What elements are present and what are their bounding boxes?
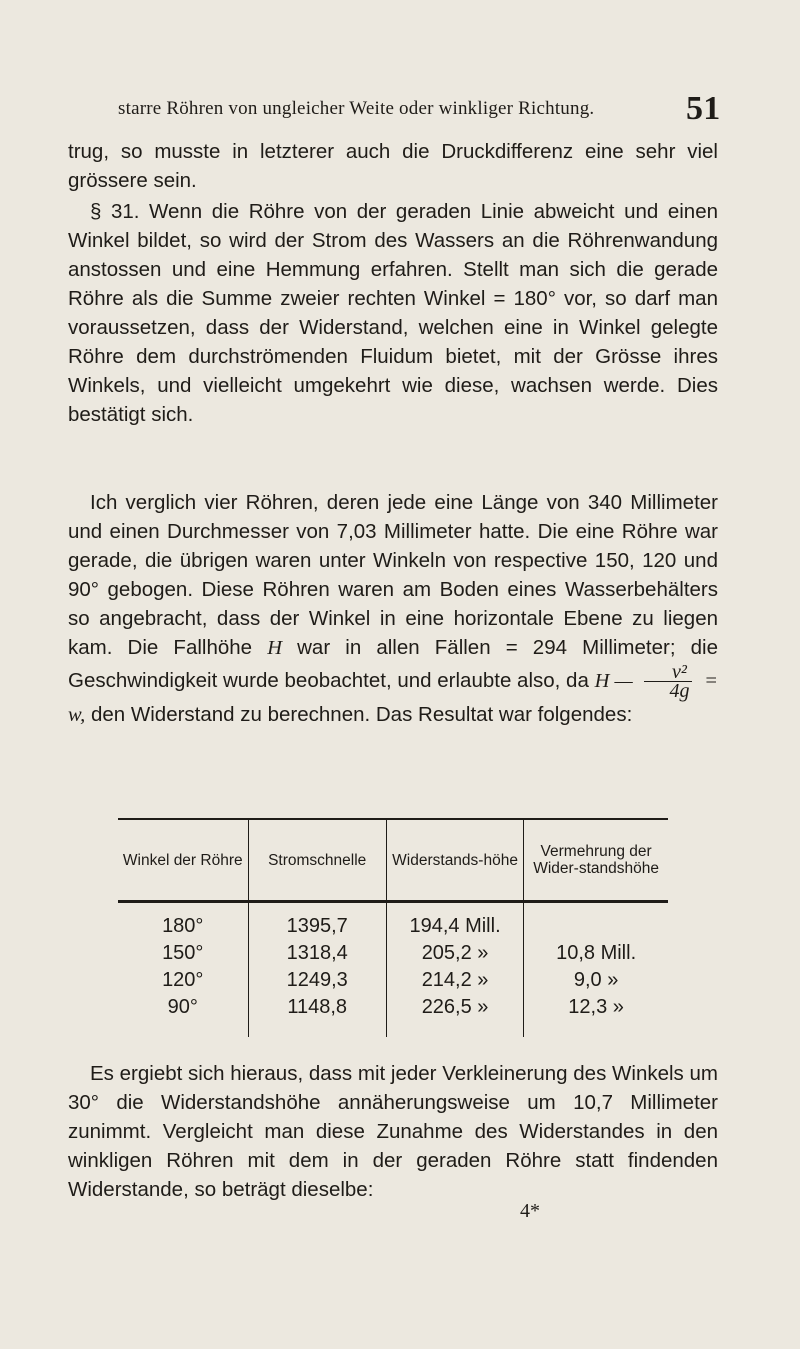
cell-velocity: 1395,7 [248,902,386,941]
col-header-velocity: Stromschnelle [248,819,386,902]
table-row [118,940,668,967]
paragraph-1-text: trug, so musste in letzterer auch die Druckdifferenz eine sehr viel grössere sein. [68,140,718,192]
paragraph-3-text [68,488,718,730]
running-header [118,90,721,127]
cell-velocity: 1318,4 [248,940,386,967]
running-title: starre Röhren von ungleicher Weite oder winkliger Richtung. [118,98,595,119]
col-header-resistance: Widerstands-höhe [386,819,523,902]
cell-angle: 150° [118,940,248,967]
fall-height-symbol: H [267,637,282,659]
formula-equals-w: = w, [68,669,718,726]
cell-increase: 9,0 » [573,969,619,991]
paragraph-2-text: § 31. Wenn die Röhre von der geraden Linie abweicht und einen Winkel bildet, so wird der Strom des Wassers an die Röhrenwandung anstossen und eine Hemmung erfahren. Stellt man sich die gerade Röhre als die Summe zweier rechten Winkel = 180° vor, so darf man voraussetzen, dass der Widerstand, welchen eine in Winkel gelegte Röhre dem durchströmenden Fluidum bietet, mit der Grösse ihres Winkels, und vielleicht umgekehrt wie diese, wachsen werde. Dies bestätigt sich. [68,200,718,426]
paragraph-3-mid: war in allen Fällen = 294 Millimeter; die Geschwindigkeit wurde [68,636,718,692]
table-row [118,994,668,1037]
table-header-row [118,819,668,902]
results-table [118,818,668,1037]
cell-velocity: 1249,3 [248,967,386,994]
paragraph-4 [68,1059,718,1204]
col-header-increase: Vermehrung der Wider-standshöhe [524,819,668,902]
formula-numerator: v² [644,663,692,682]
paragraph-4-text: Es ergiebt sich hieraus, dass mit jeder Verkleinerung des Winkels um 30° die Widerstandshöhe annäherungsweise um 10,7 Millimeter zunimmt. Vergleicht man diese Zunahme des Widerstandes in den winkligen Röhren mit dem in der geraden Röhre statt findenden Widerstande, so beträgt dieselbe: [68,1062,718,1201]
paragraph-1 [68,137,718,195]
cell-velocity: 1148,8 [248,994,386,1037]
cell-increase [524,902,668,941]
cell-angle: 120° [118,967,248,994]
paragraph-3 [68,488,718,730]
paragraph-3-formula-post: den Widerstand zu berechnen. Das Resultat war folgendes: [90,703,633,726]
cell-resistance: 194,4 Mill. [386,902,523,941]
formula-fraction [644,663,692,700]
cell-resistance: 205,2 » [386,940,523,967]
paragraph-2 [68,197,718,429]
signature-mark: 4* [520,1200,540,1222]
paragraph-3-main: Ich verglich vier Röhren, deren jede eine Länge von 340 Millimeter und einen Durchmesser von 7,03 Millimeter hatte. Die eine Röhre war gerade, die übrigen waren unter Winkeln von respective 150, 120 und 90° gebogen. Diese Röhren waren am Boden eines Wasserbehälters so angebracht, dass der Winkel in eine horizontale Ebene zu liegen kam. Die Fallhöhe [68,491,718,659]
cell-resistance: 214,2 » [386,967,523,994]
table-row [118,967,668,994]
formula-denominator: 4g [669,680,690,702]
cell-increase: 12,3 » [568,996,624,1018]
table-row [118,902,668,941]
col-header-angle: Winkel der Röhre [118,819,248,902]
results-table-wrap [118,818,668,1037]
cell-increase: 10,8 Mill. [556,942,637,964]
cell-angle: 180° [118,902,248,941]
paragraph-3-formula-pre: beobachtet, und erlaubte also, da [284,668,589,692]
cell-angle: 90° [118,994,248,1037]
cell-resistance: 226,5 » [386,994,523,1037]
page-number: 51 [686,90,721,127]
formula-H: H — [594,669,633,692]
